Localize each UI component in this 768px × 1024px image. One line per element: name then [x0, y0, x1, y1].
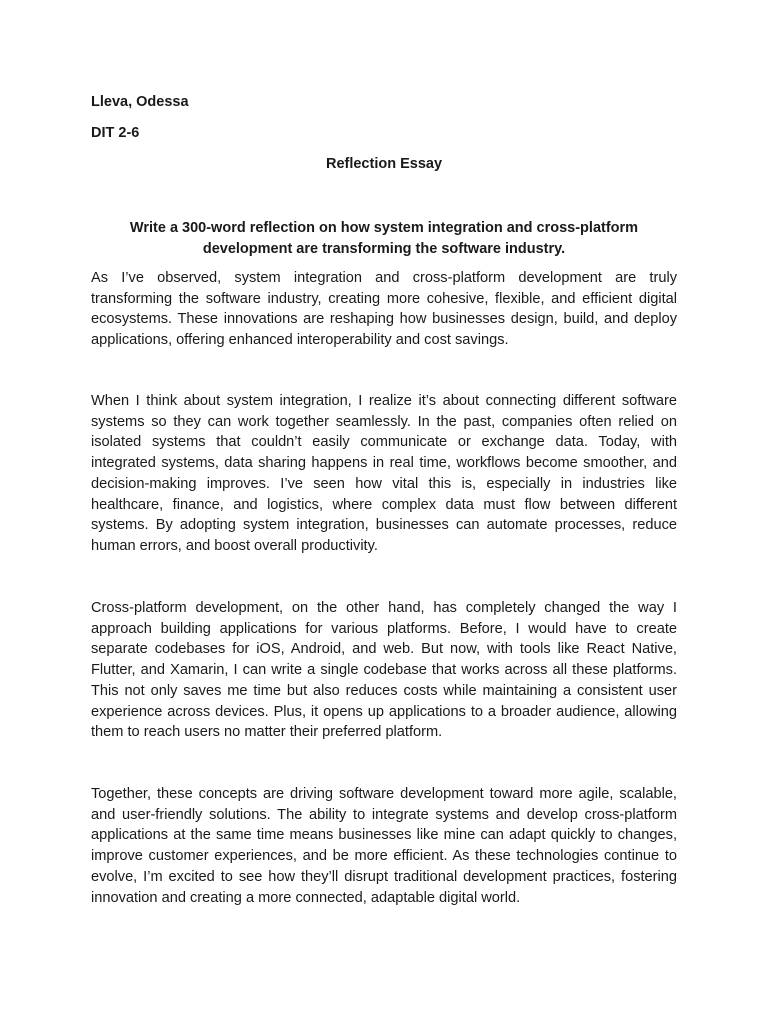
- paragraph-conclusion: Together, these concepts are driving software development toward more agile, scalable, and user-friendly solutions. The ability to integrate systems and develop cross-platform applications at the same time means businesses like mine can adapt quickly to changes, improve customer experiences, and be more efficient. As these technologies continue to evolve, I’m excited to see how they’ll disrupt traditional development practices, fostering innovation and creating a more connected, adaptable digital world.: [91, 786, 677, 906]
- essay-prompt: Write a 300-word reflection on how system integration and cross-platform development are transforming the software industry.: [129, 220, 639, 257]
- paragraph-introduction: As I’ve observed, system integration and cross-platform development are truly transforming the software industry, creating more cohesive, flexible, and efficient digital ecosystems. These innovations are reshaping how businesses design, build, and deploy applications, offering enhanced interoperability and cost savings.: [91, 270, 677, 349]
- paragraph-cross-platform: Cross-platform development, on the other hand, has completely changed the way I approach building applications for various platforms. Before, I would have to create separate codebases for iOS, Android, and web. But now, with tools like React Native, Flutter, and Xamarin, I can write a single codebase that works across all these platforms. This not only saves me time but also reduces costs while maintaining a consistent user experience across devices. Plus, it opens up applications to a broader audience, allowing them to reach users no matter their preferred platform.: [91, 600, 677, 741]
- essay-title: Reflection Essay: [325, 156, 443, 172]
- author-name: Lleva, Odessa: [91, 94, 189, 110]
- paragraph-system-integration: When I think about system integration, I realize it’s about connecting different software systems so they can work together seamlessly. In the past, companies often relied on isolated systems that couldn’t easily communicate or exchange data. Today, with integrated systems, data sharing happens in real time, workflows become smoother, and decision-making improves. I’ve seen how vital this is, especially in industries like healthcare, finance, and logistics, where complex data must flow between different systems. By adopting system integration, businesses can automate processes, reduce human errors, and boost overall productivity.: [91, 393, 677, 554]
- class-section: DIT 2-6: [91, 125, 140, 141]
